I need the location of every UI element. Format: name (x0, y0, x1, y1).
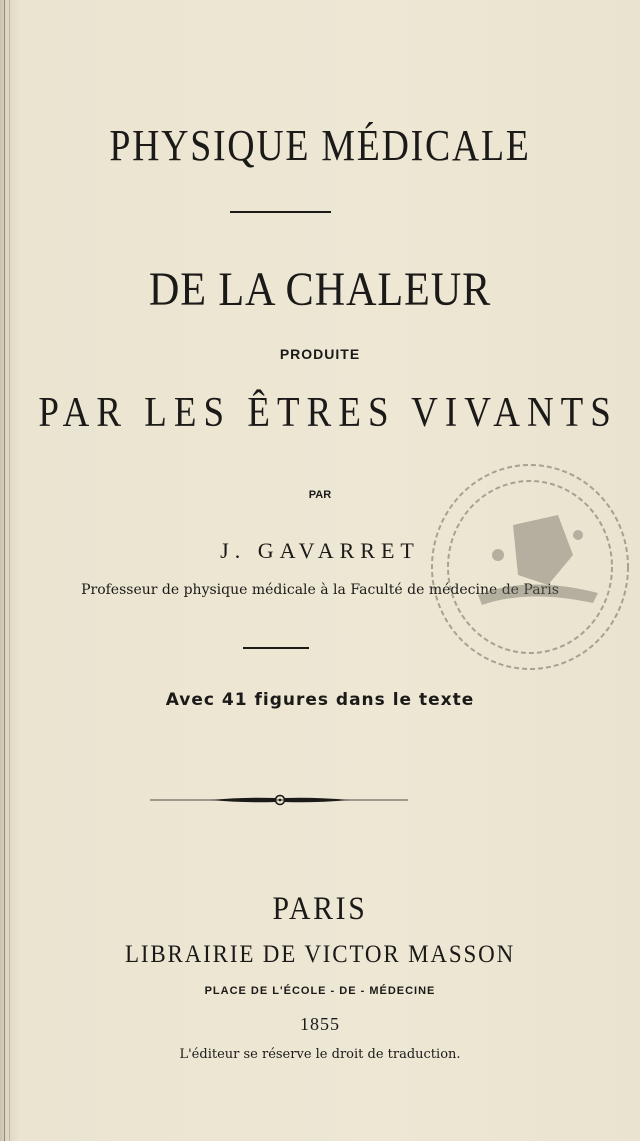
imprint-publisher: LIBRAIRIE DE VICTOR MASSON (124, 941, 516, 968)
subtitle-line: PAR LES ÊTRES VIVANTS (38, 390, 618, 436)
spine-edge-inner (9, 0, 10, 1141)
library-stamp (418, 455, 638, 685)
rights-notice: L'éditeur se réserve le droit de traduction. (179, 1047, 461, 1062)
title-rule (230, 211, 331, 213)
author-name: J. GAVARRET (220, 538, 420, 563)
main-title: DE LA CHALEUR (148, 263, 492, 316)
author-rule (243, 647, 309, 649)
figures-note: Avec 41 figures dans le texte (165, 690, 475, 710)
spine-edge (4, 0, 5, 1141)
printer-ornament (150, 792, 410, 808)
imprint-address: PLACE DE L'ÉCOLE - DE - MÉDECINE (204, 985, 436, 997)
by-label: PAR (308, 489, 332, 501)
imprint-city: PARIS (272, 891, 368, 927)
subtitle-word: PRODUITE (279, 346, 361, 362)
author-affiliation: Professeur de physique médicale à la Faculté de médecine de Paris (81, 582, 559, 598)
series-title: PHYSIQUE MÉDICALE (109, 121, 531, 170)
imprint-year: 1855 (300, 1014, 340, 1034)
